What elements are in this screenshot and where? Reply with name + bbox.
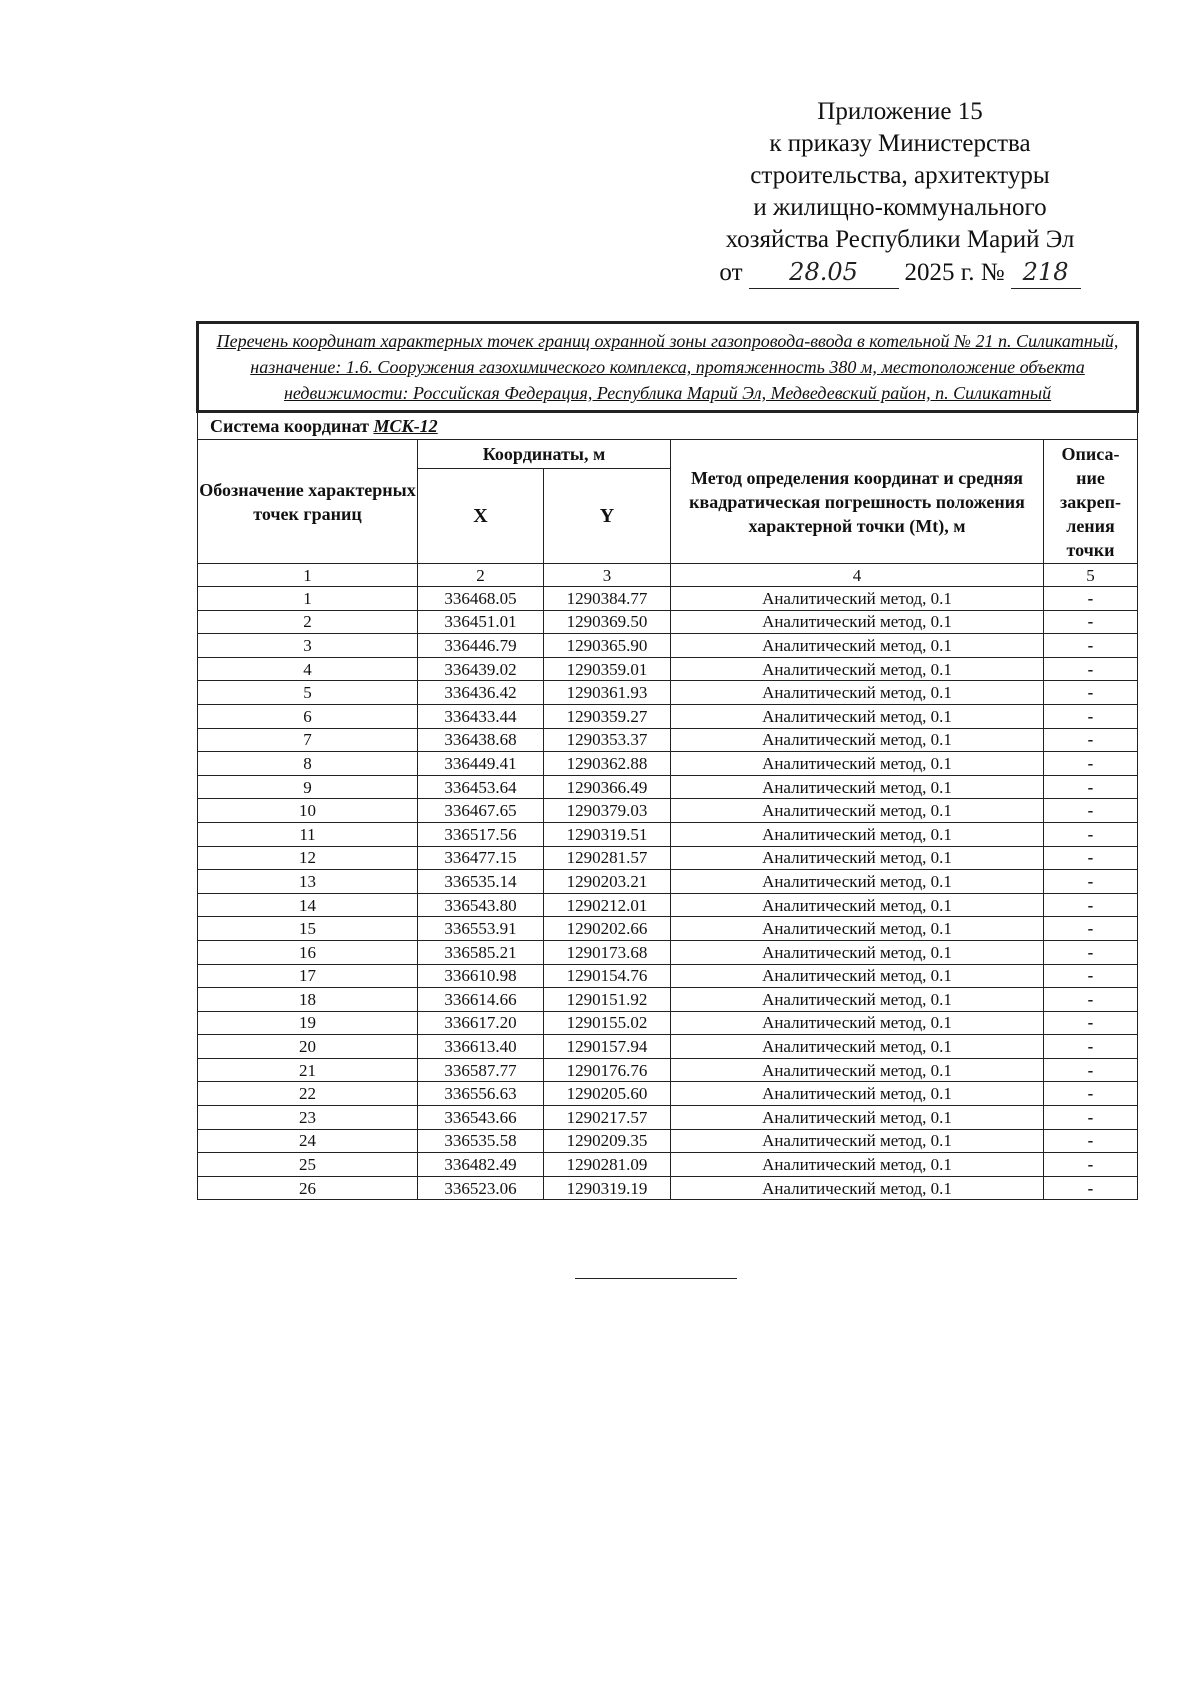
coordinates-table: [196, 321, 1139, 1200]
table-row: [198, 728, 1138, 752]
cell-point-number: 21: [198, 1058, 418, 1082]
cell-point-number: 14: [198, 893, 418, 917]
table-row: [198, 822, 1138, 846]
cell-method: Аналитический метод, 0.1: [671, 964, 1044, 988]
cell-coord-y: 1290359.01: [544, 657, 671, 681]
cell-coord-x: 336436.42: [418, 681, 544, 705]
cell-coord-x: 336451.01: [418, 610, 544, 634]
cell-description: -: [1044, 846, 1138, 870]
appendix-header: [690, 96, 1110, 289]
table-row: [198, 1176, 1138, 1200]
table-row: [198, 587, 1138, 611]
cell-coord-y: 1290154.76: [544, 964, 671, 988]
end-divider: [575, 1278, 737, 1279]
table-row: [198, 870, 1138, 894]
table-row: [198, 1153, 1138, 1177]
cell-description: -: [1044, 704, 1138, 728]
cell-method: Аналитический метод, 0.1: [671, 1011, 1044, 1035]
coordinate-system-name: МСК-12: [373, 415, 438, 436]
cell-coord-y: 1290365.90: [544, 634, 671, 658]
cell-coord-y: 1290203.21: [544, 870, 671, 894]
cell-point-number: 17: [198, 964, 418, 988]
cell-point-number: 9: [198, 775, 418, 799]
cell-coord-y: 1290366.49: [544, 775, 671, 799]
cell-method: Аналитический метод, 0.1: [671, 1035, 1044, 1059]
cell-description: -: [1044, 799, 1138, 823]
cell-description: -: [1044, 822, 1138, 846]
cell-coord-y: 1290319.19: [544, 1176, 671, 1200]
header-x: X: [418, 469, 544, 564]
table-row: [198, 657, 1138, 681]
cell-coord-x: 336477.15: [418, 846, 544, 870]
cell-coord-x: 336617.20: [418, 1011, 544, 1035]
cell-coord-x: 336535.14: [418, 870, 544, 894]
table-row: [198, 704, 1138, 728]
table-row: [198, 1035, 1138, 1059]
cell-point-number: 1: [198, 587, 418, 611]
cell-coord-x: 336439.02: [418, 657, 544, 681]
cell-coord-x: 336543.80: [418, 893, 544, 917]
cell-method: Аналитический метод, 0.1: [671, 728, 1044, 752]
cell-coord-x: 336613.40: [418, 1035, 544, 1059]
cell-description: -: [1044, 728, 1138, 752]
cell-method: Аналитический метод, 0.1: [671, 988, 1044, 1012]
cell-coord-y: 1290202.66: [544, 917, 671, 941]
cell-point-number: 6: [198, 704, 418, 728]
column-number: 2: [418, 564, 544, 587]
table-row: [198, 1106, 1138, 1130]
table-title: Перечень координат характерных точек границ охранной зоны газопровода-ввода в котельной № 21 п. Силикатный, назначение: 1.6. Сооружения газохимического комплекса, протяженность 380 м, местоположение объекта недвижимости: Российская Федерация, Республика Марий Эл, Медведевский район, п. Силикатный: [198, 323, 1138, 412]
table-row: [198, 681, 1138, 705]
cell-method: Аналитический метод, 0.1: [671, 1082, 1044, 1106]
cell-coord-x: 336517.56: [418, 822, 544, 846]
cell-method: Аналитический метод, 0.1: [671, 1106, 1044, 1130]
table-row: [198, 1082, 1138, 1106]
cell-coord-x: 336535.58: [418, 1129, 544, 1153]
cell-coord-x: 336468.05: [418, 587, 544, 611]
header-point: Обозначение характерных точек границ: [198, 440, 418, 564]
cell-method: Аналитический метод, 0.1: [671, 1153, 1044, 1177]
table-row: [198, 917, 1138, 941]
cell-description: -: [1044, 657, 1138, 681]
order-year: 2025 г. №: [904, 259, 1005, 286]
column-number: 4: [671, 564, 1044, 587]
cell-coord-y: 1290379.03: [544, 799, 671, 823]
cell-description: -: [1044, 1035, 1138, 1059]
cell-description: -: [1044, 917, 1138, 941]
cell-coord-y: 1290209.35: [544, 1129, 671, 1153]
cell-description: -: [1044, 1153, 1138, 1177]
cell-method: Аналитический метод, 0.1: [671, 775, 1044, 799]
cell-coord-x: 336614.66: [418, 988, 544, 1012]
cell-coord-y: 1290361.93: [544, 681, 671, 705]
cell-point-number: 8: [198, 752, 418, 776]
cell-point-number: 18: [198, 988, 418, 1012]
cell-description: -: [1044, 775, 1138, 799]
handwritten-order-number: 218: [1011, 256, 1081, 289]
cell-description: -: [1044, 964, 1138, 988]
cell-coord-x: 336543.66: [418, 1106, 544, 1130]
cell-method: Аналитический метод, 0.1: [671, 940, 1044, 964]
cell-point-number: 12: [198, 846, 418, 870]
cell-coord-y: 1290281.57: [544, 846, 671, 870]
cell-coord-y: 1290362.88: [544, 752, 671, 776]
cell-method: Аналитический метод, 0.1: [671, 1058, 1044, 1082]
cell-method: Аналитический метод, 0.1: [671, 657, 1044, 681]
cell-description: -: [1044, 752, 1138, 776]
cell-description: -: [1044, 1106, 1138, 1130]
cell-coord-y: 1290281.09: [544, 1153, 671, 1177]
cell-coord-x: 336433.44: [418, 704, 544, 728]
table-row: [198, 610, 1138, 634]
header-y: Y: [544, 469, 671, 564]
table-row: [198, 799, 1138, 823]
cell-description: -: [1044, 610, 1138, 634]
order-date-line: [690, 256, 1110, 289]
cell-coord-y: 1290176.76: [544, 1058, 671, 1082]
cell-point-number: 2: [198, 610, 418, 634]
cell-description: -: [1044, 988, 1138, 1012]
cell-point-number: 16: [198, 940, 418, 964]
cell-method: Аналитический метод, 0.1: [671, 893, 1044, 917]
column-number: 3: [544, 564, 671, 587]
cell-method: Аналитический метод, 0.1: [671, 587, 1044, 611]
cell-point-number: 26: [198, 1176, 418, 1200]
ministry-line-3: хозяйства Республики Марий Эл: [725, 226, 1075, 253]
cell-coord-x: 336438.68: [418, 728, 544, 752]
ministry-line-2: и жилищно-коммунального: [753, 194, 1047, 221]
cell-method: Аналитический метод, 0.1: [671, 752, 1044, 776]
table-row: [198, 940, 1138, 964]
cell-method: Аналитический метод, 0.1: [671, 681, 1044, 705]
coordinate-system: [198, 412, 1138, 440]
cell-coord-x: 336556.63: [418, 1082, 544, 1106]
cell-point-number: 4: [198, 657, 418, 681]
cell-description: -: [1044, 681, 1138, 705]
ministry-line-1: строительства, архитектуры: [750, 162, 1050, 189]
cell-coord-y: 1290212.01: [544, 893, 671, 917]
cell-coord-y: 1290173.68: [544, 940, 671, 964]
cell-point-number: 15: [198, 917, 418, 941]
column-number: 1: [198, 564, 418, 587]
cell-method: Аналитический метод, 0.1: [671, 870, 1044, 894]
cell-coord-x: 336467.65: [418, 799, 544, 823]
cell-method: Аналитический метод, 0.1: [671, 846, 1044, 870]
cell-coord-x: 336585.21: [418, 940, 544, 964]
cell-method: Аналитический метод, 0.1: [671, 799, 1044, 823]
cell-coord-x: 336610.98: [418, 964, 544, 988]
cell-coord-y: 1290384.77: [544, 587, 671, 611]
date-prefix: от: [719, 259, 743, 286]
cell-description: -: [1044, 1176, 1138, 1200]
cell-point-number: 25: [198, 1153, 418, 1177]
table-row: [198, 846, 1138, 870]
cell-description: -: [1044, 1082, 1138, 1106]
handwritten-date: 28.05: [749, 256, 899, 289]
cell-coord-x: 336453.64: [418, 775, 544, 799]
cell-coord-y: 1290319.51: [544, 822, 671, 846]
cell-description: -: [1044, 1011, 1138, 1035]
cell-point-number: 19: [198, 1011, 418, 1035]
cell-description: -: [1044, 1058, 1138, 1082]
table-row: [198, 775, 1138, 799]
table-row: [198, 893, 1138, 917]
header-description: Описа-ние закреп-ления точки: [1044, 440, 1138, 564]
cell-coord-x: 336553.91: [418, 917, 544, 941]
cell-coord-x: 336482.49: [418, 1153, 544, 1177]
cell-coord-y: 1290157.94: [544, 1035, 671, 1059]
coordinate-system-label: Система координат: [210, 415, 369, 436]
cell-point-number: 7: [198, 728, 418, 752]
cell-method: Аналитический метод, 0.1: [671, 704, 1044, 728]
order-line: к приказу Министерства: [769, 130, 1031, 157]
cell-description: -: [1044, 1129, 1138, 1153]
cell-method: Аналитический метод, 0.1: [671, 822, 1044, 846]
cell-point-number: 3: [198, 634, 418, 658]
cell-method: Аналитический метод, 0.1: [671, 917, 1044, 941]
cell-method: Аналитический метод, 0.1: [671, 1176, 1044, 1200]
table-row: [198, 1011, 1138, 1035]
cell-coord-y: 1290155.02: [544, 1011, 671, 1035]
cell-point-number: 20: [198, 1035, 418, 1059]
table-row: [198, 634, 1138, 658]
cell-description: -: [1044, 870, 1138, 894]
cell-coord-x: 336449.41: [418, 752, 544, 776]
column-number: 5: [1044, 564, 1138, 587]
cell-method: Аналитический метод, 0.1: [671, 634, 1044, 658]
cell-coord-x: 336523.06: [418, 1176, 544, 1200]
table-row: [198, 964, 1138, 988]
cell-description: -: [1044, 893, 1138, 917]
cell-coord-y: 1290217.57: [544, 1106, 671, 1130]
cell-coord-x: 336446.79: [418, 634, 544, 658]
cell-coord-y: 1290353.37: [544, 728, 671, 752]
appendix-title: Приложение 15: [817, 98, 983, 125]
cell-coord-y: 1290359.27: [544, 704, 671, 728]
cell-coord-y: 1290151.92: [544, 988, 671, 1012]
cell-method: Аналитический метод, 0.1: [671, 610, 1044, 634]
header-coordinates: Координаты, м: [418, 440, 671, 469]
column-numbers-row: [198, 564, 1138, 587]
table-row: [198, 1129, 1138, 1153]
cell-point-number: 23: [198, 1106, 418, 1130]
cell-coord-x: 336587.77: [418, 1058, 544, 1082]
cell-description: -: [1044, 587, 1138, 611]
cell-point-number: 10: [198, 799, 418, 823]
cell-point-number: 13: [198, 870, 418, 894]
cell-description: -: [1044, 940, 1138, 964]
cell-coord-y: 1290205.60: [544, 1082, 671, 1106]
cell-coord-y: 1290369.50: [544, 610, 671, 634]
table-row: [198, 752, 1138, 776]
cell-point-number: 22: [198, 1082, 418, 1106]
cell-point-number: 5: [198, 681, 418, 705]
table-row: [198, 1058, 1138, 1082]
cell-point-number: 24: [198, 1129, 418, 1153]
cell-point-number: 11: [198, 822, 418, 846]
table-row: [198, 988, 1138, 1012]
cell-description: -: [1044, 634, 1138, 658]
header-method: Метод определения координат и средняя квадратическая погрешность положения характерной точки (Mt), м: [671, 440, 1044, 564]
cell-method: Аналитический метод, 0.1: [671, 1129, 1044, 1153]
